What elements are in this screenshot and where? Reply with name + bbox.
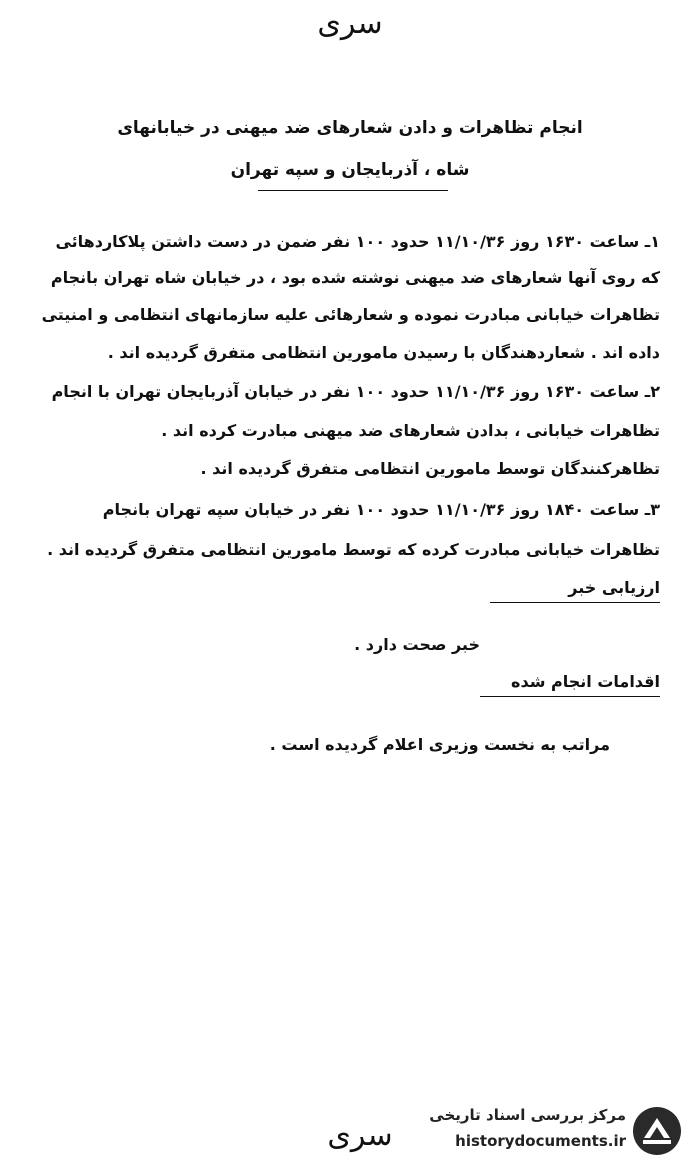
body-line: ۱ـ ساعت ۱۶۳۰ روز ۱۱/۱۰/۳۶ حدود ۱۰۰ نفر ضمن در دست داشتن پلاکاردهائی	[55, 232, 660, 251]
archive-url: historydocuments.ir	[455, 1132, 626, 1150]
body-line: تظاهرکنندگان توسط مامورین انتظامی متفرق گردیده اند .	[200, 459, 660, 478]
classification-header: سری	[317, 6, 383, 41]
actions-underline	[480, 696, 660, 697]
actions-text: مراتب به نخست وزیری اعلام گردیده است .	[269, 735, 610, 754]
body-line: ۳ـ ساعت ۱۸۴۰ روز ۱۱/۱۰/۳۶ حدود ۱۰۰ نفر در خیابان سپه تهران بانجام	[102, 500, 660, 519]
body-line: که روی آنها شعارهای ضد میهنی نوشته شده بود ، در خیابان شاه تهران بانجام	[50, 268, 660, 287]
archive-watermark	[388, 1102, 688, 1160]
evaluation-heading: ارزیابی خبر	[568, 578, 660, 597]
body-line: تظاهرات خیابانی مبادرت نموده و شعارهائی علیه سازمانهای انتظامی و امنیتی	[41, 305, 660, 324]
evaluation-underline	[490, 602, 660, 603]
body-line: ۲ـ ساعت ۱۶۳۰ روز ۱۱/۱۰/۳۶ حدود ۱۰۰ نفر در خیابان آذربایجان تهران با انجام	[51, 382, 660, 401]
document-title-line-1: انجام تظاهرات و دادن شعارهای ضد میهنی در خیابانهای	[117, 118, 583, 138]
archive-logo-icon	[630, 1104, 684, 1158]
classification-footer: سری	[327, 1118, 393, 1153]
body-line: تظاهرات خیابانی ، بدادن شعارهای ضد میهنی مبادرت کرده اند .	[161, 421, 660, 440]
evaluation-text: خبر صحت دارد .	[354, 635, 480, 654]
title-underline	[258, 190, 448, 191]
body-line: داده اند . شعاردهندگان با رسیدن مامورین انتظامی متفرق گردیده اند .	[107, 343, 660, 362]
archive-name: مرکز بررسی اسناد تاریخی	[429, 1106, 626, 1124]
document-title-line-2: شاه ، آذربایجان و سپه تهران	[230, 160, 470, 180]
actions-heading: اقدامات انجام شده	[511, 672, 660, 691]
body-line: تظاهرات خیابانی مبادرت کرده که توسط مامورین انتظامی متفرق گردیده اند .	[47, 540, 660, 559]
